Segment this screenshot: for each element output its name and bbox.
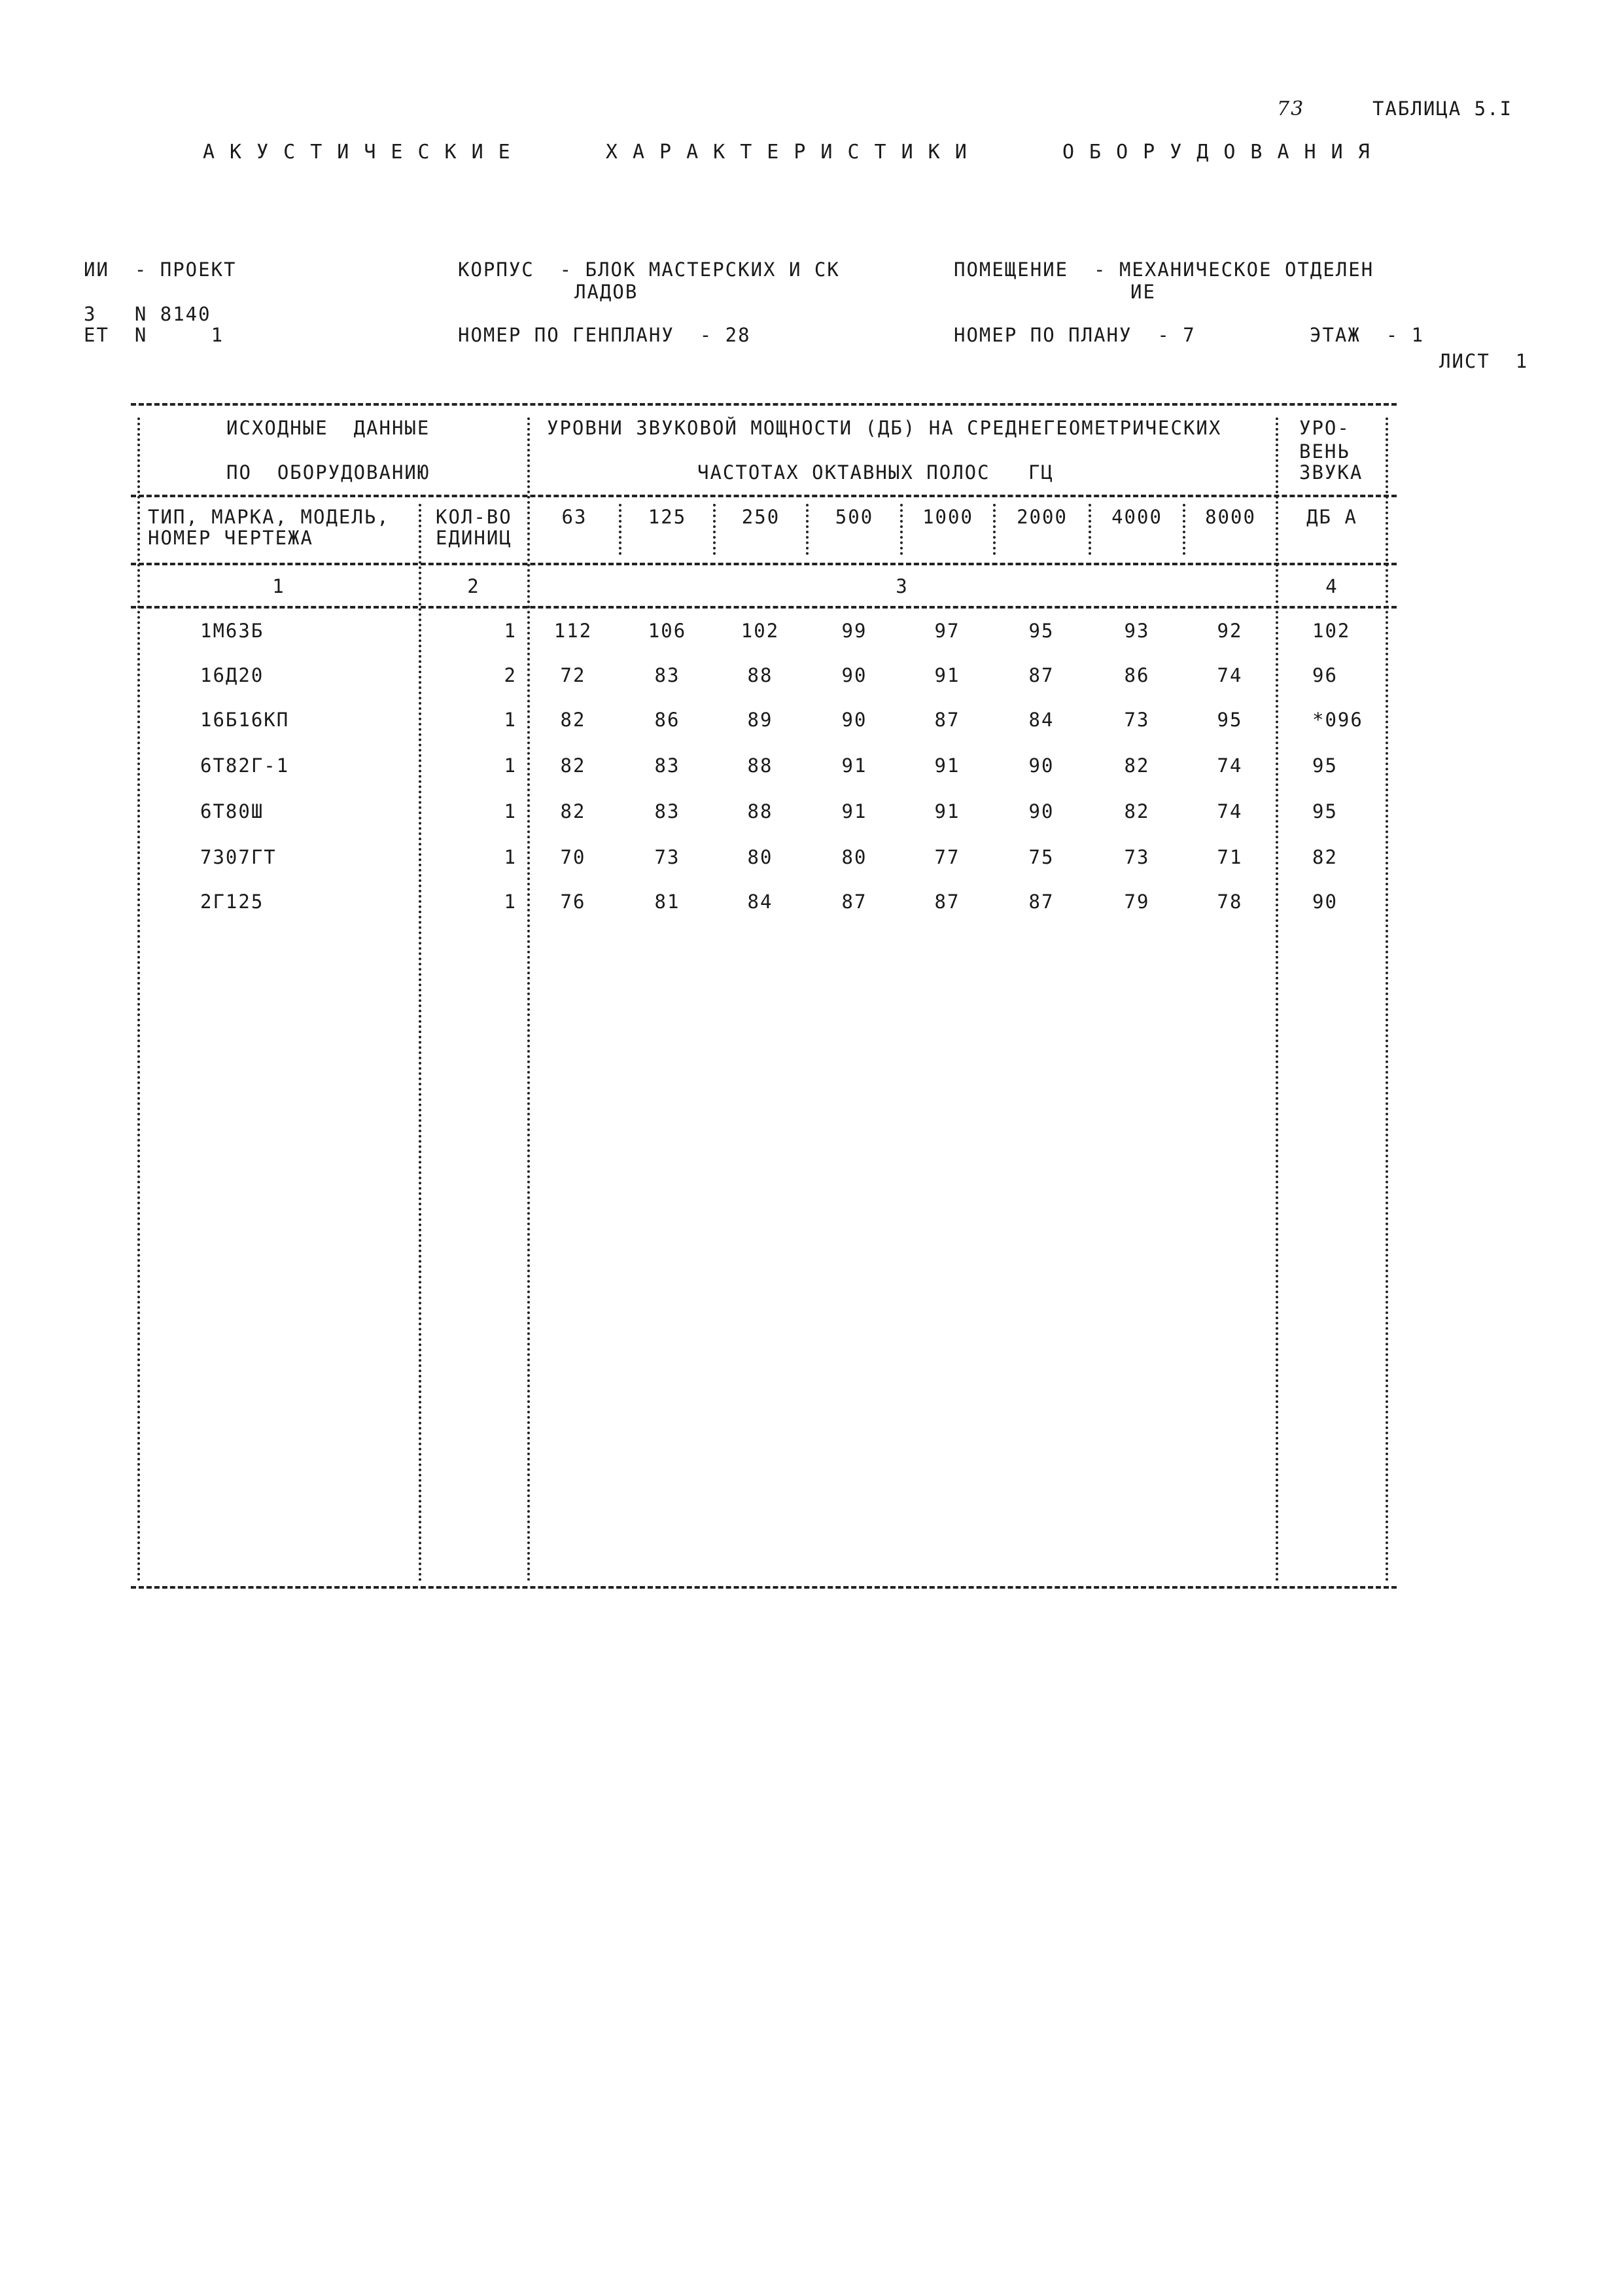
- header-dba: ДБ А: [1306, 506, 1357, 528]
- level-125hz: 86: [654, 709, 680, 731]
- header-sound-level-1: УРО-: [1299, 417, 1350, 439]
- header-source-equipment: ПО ОБОРУДОВАНИЮ: [226, 461, 430, 484]
- header-drawing-number: НОМЕР ЧЕРТЕЖА: [148, 527, 313, 549]
- level-8000hz: 92: [1217, 620, 1243, 642]
- sep-freq: [713, 504, 716, 555]
- level-250hz: 84: [747, 891, 773, 913]
- col-number-2: 2: [467, 575, 480, 597]
- sound-level-dba: 96: [1312, 664, 1338, 686]
- rule-header-bottom: [131, 563, 1397, 565]
- level-1000hz: 91: [934, 664, 960, 686]
- rule-bottom: [131, 1586, 1397, 1589]
- level-63hz: 76: [560, 891, 586, 913]
- sep-freq: [806, 504, 809, 555]
- level-8000hz: 74: [1217, 800, 1243, 822]
- equipment-quantity: 1: [504, 709, 517, 731]
- level-63hz: 112: [553, 620, 593, 642]
- level-63hz: 82: [560, 754, 586, 777]
- sound-level-dba: 102: [1312, 620, 1351, 642]
- freq-125: 125: [648, 506, 687, 528]
- equipment-name: 2Г125: [200, 891, 264, 913]
- sep-freq: [619, 504, 621, 555]
- freq-2000: 2000: [1017, 506, 1068, 528]
- level-1000hz: 87: [934, 709, 960, 731]
- meta-genplan-number: НОМЕР ПО ГЕНПЛАНУ - 28: [458, 324, 751, 346]
- equipment-name: 6Т80Ш: [200, 800, 264, 822]
- level-125hz: 83: [654, 754, 680, 777]
- sep-freq: [1089, 504, 1091, 555]
- level-500hz: 80: [841, 846, 867, 868]
- equipment-quantity: 2: [504, 664, 517, 686]
- table-label: ТАБЛИЦА 5.I: [1372, 97, 1513, 120]
- level-2000hz: 87: [1028, 664, 1055, 686]
- level-250hz: 102: [741, 620, 780, 642]
- equipment-quantity: 1: [504, 800, 517, 822]
- rule-top: [131, 403, 1397, 406]
- col-number-4: 4: [1325, 575, 1338, 597]
- level-1000hz: 91: [934, 754, 960, 777]
- level-500hz: 91: [841, 800, 867, 822]
- rule-header-mid: [131, 495, 1397, 497]
- header-octave-frequencies: ЧАСТОТАХ ОКТАВНЫХ ПОЛОС ГЦ: [697, 461, 1054, 484]
- level-63hz: 82: [560, 800, 586, 822]
- freq-4000: 4000: [1111, 506, 1162, 528]
- level-63hz: 82: [560, 709, 586, 731]
- equipment-name: 1М63Б: [200, 620, 264, 642]
- level-2000hz: 95: [1028, 620, 1055, 642]
- col-number-3: 3: [896, 575, 909, 597]
- level-8000hz: 95: [1217, 709, 1243, 731]
- level-125hz: 81: [654, 891, 680, 913]
- sound-level-dba: 95: [1312, 800, 1338, 822]
- meta-room: ПОМЕЩЕНИЕ - МЕХАНИЧЕСКОЕ ОТДЕЛЕН: [954, 258, 1374, 281]
- equipment-quantity: 1: [504, 891, 517, 913]
- sound-level-dba: 90: [1312, 891, 1338, 913]
- meta-project: ИИ - ПРОЕКТ: [84, 258, 237, 281]
- level-250hz: 89: [747, 709, 773, 731]
- freq-500: 500: [835, 506, 874, 528]
- level-500hz: 90: [841, 664, 867, 686]
- level-125hz: 106: [648, 620, 687, 642]
- level-250hz: 88: [747, 754, 773, 777]
- level-125hz: 83: [654, 800, 680, 822]
- equipment-name: 16Д20: [200, 664, 264, 686]
- level-2000hz: 84: [1028, 709, 1055, 731]
- sep-freq: [900, 504, 903, 555]
- level-2000hz: 90: [1028, 800, 1055, 822]
- border-levels-sound: [1276, 417, 1278, 1582]
- level-500hz: 99: [841, 620, 867, 642]
- level-125hz: 83: [654, 664, 680, 686]
- sound-level-dba: 95: [1312, 754, 1338, 777]
- header-source-data: ИСХОДНЫЕ ДАННЫЕ: [226, 417, 430, 439]
- equipment-quantity: 1: [504, 754, 517, 777]
- header-units: ЕДИНИЦ: [436, 527, 512, 549]
- level-8000hz: 78: [1217, 891, 1243, 913]
- level-500hz: 91: [841, 754, 867, 777]
- level-4000hz: 73: [1124, 846, 1150, 868]
- level-2000hz: 75: [1028, 846, 1055, 868]
- meta-floor: ЭТАЖ - 1: [1310, 324, 1425, 346]
- equipment-name: 7307ГТ: [200, 846, 277, 868]
- level-1000hz: 77: [934, 846, 960, 868]
- level-4000hz: 86: [1124, 664, 1150, 686]
- equipment-name: 16Б16КП: [200, 709, 290, 731]
- level-4000hz: 73: [1124, 709, 1150, 731]
- meta-sheet: ЛИСТ 1: [1439, 350, 1529, 372]
- meta-building: КОРПУС - БЛОК МАСТЕРСКИХ И СК: [458, 258, 840, 281]
- rule-colnum-bottom: [131, 606, 1397, 609]
- freq-63: 63: [561, 506, 587, 528]
- sep-freq: [993, 504, 996, 555]
- level-1000hz: 97: [934, 620, 960, 642]
- equipment-quantity: 1: [504, 846, 517, 868]
- freq-1000: 1000: [922, 506, 973, 528]
- level-500hz: 90: [841, 709, 867, 731]
- handwritten-page-number: 73: [1277, 97, 1305, 120]
- level-500hz: 87: [841, 891, 867, 913]
- meta-plan-number: НОМЕР ПО ПЛАНУ - 7: [954, 324, 1196, 346]
- header-type-model: ТИП, МАРКА, МОДЕЛЬ,: [148, 506, 390, 528]
- equipment-quantity: 1: [504, 620, 517, 642]
- level-2000hz: 87: [1028, 891, 1055, 913]
- header-sound-level-3: ЗВУКА: [1299, 461, 1363, 484]
- level-2000hz: 90: [1028, 754, 1055, 777]
- meta-sheet-number: ЕТ N 1: [84, 324, 224, 346]
- level-63hz: 70: [560, 846, 586, 868]
- meta-building-cont: ЛАДОВ: [574, 281, 638, 303]
- level-4000hz: 93: [1124, 620, 1150, 642]
- level-250hz: 88: [747, 664, 773, 686]
- level-1000hz: 91: [934, 800, 960, 822]
- header-sound-power-levels: УРОВНИ ЗВУКОВОЙ МОЩНОСТИ (ДБ) НА СРЕДНЕГЕОМЕТРИЧЕСКИХ: [547, 417, 1222, 439]
- level-125hz: 73: [654, 846, 680, 868]
- level-8000hz: 74: [1217, 664, 1243, 686]
- level-8000hz: 71: [1217, 846, 1243, 868]
- col-number-1: 1: [272, 575, 285, 597]
- meta-room-cont: ИЕ: [1130, 281, 1156, 303]
- header-sound-level-2: ВЕНЬ: [1299, 440, 1350, 463]
- level-1000hz: 87: [934, 891, 960, 913]
- level-250hz: 80: [747, 846, 773, 868]
- level-63hz: 72: [560, 664, 586, 686]
- level-4000hz: 79: [1124, 891, 1150, 913]
- header-quantity: КОЛ-ВО: [436, 506, 512, 528]
- level-250hz: 88: [747, 800, 773, 822]
- level-8000hz: 74: [1217, 754, 1243, 777]
- equipment-name: 6Т82Г-1: [200, 754, 290, 777]
- freq-250: 250: [741, 506, 780, 528]
- border-type-qty: [419, 504, 421, 1582]
- sound-level-dba: 82: [1312, 846, 1338, 868]
- meta-project-number: 3 N 8140: [84, 303, 211, 325]
- freq-8000: 8000: [1205, 506, 1256, 528]
- sound-level-dba: *096: [1312, 709, 1363, 731]
- sep-freq: [1183, 504, 1185, 555]
- document-title: АКУСТИЧЕСКИЕ ХАРАКТЕРИСТИКИ ОБОРУДОВАНИЯ: [203, 141, 1385, 164]
- level-4000hz: 82: [1124, 800, 1150, 822]
- level-4000hz: 82: [1124, 754, 1150, 777]
- border-right: [1386, 417, 1388, 1582]
